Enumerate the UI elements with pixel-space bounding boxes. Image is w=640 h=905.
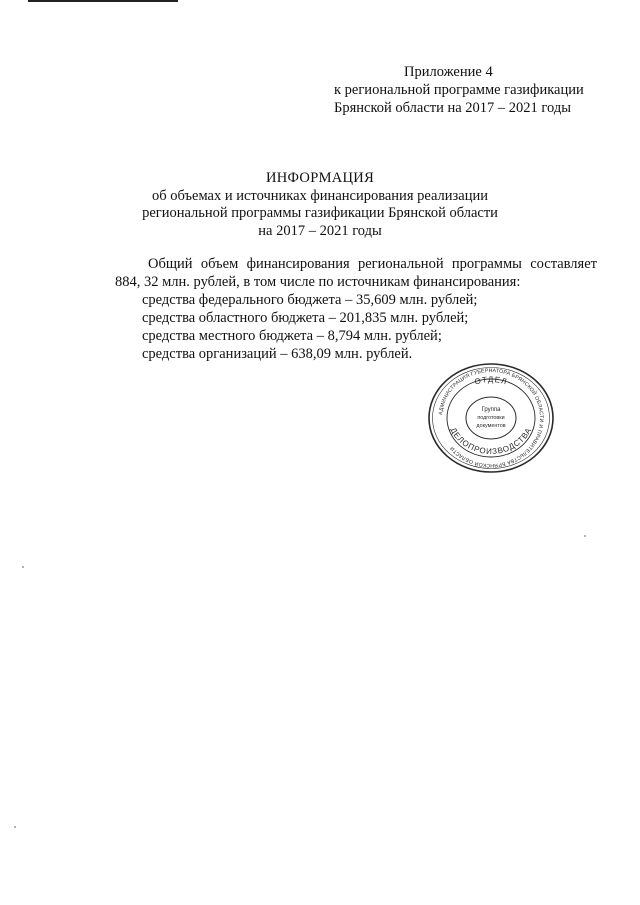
- document-heading: [110, 170, 530, 240]
- scan-edge-mark: [28, 0, 178, 2]
- scan-speck: [584, 535, 586, 537]
- scan-speck: [14, 826, 16, 828]
- appendix-line-2: Брянской области на 2017 – 2021 годы: [334, 100, 571, 116]
- stamp-bottom-text: ДЕЛОПРОИЗВОДСТВА: [448, 425, 534, 457]
- heading-line-1: об объемах и источниках финансирования реализации: [152, 187, 488, 204]
- funding-item-regional: средства областного бюджета – 201,835 млн. рублей;: [142, 310, 469, 326]
- appendix-line-1: к региональной программе газификации: [334, 82, 584, 98]
- document-body: [115, 255, 597, 363]
- appendix-header: [334, 63, 594, 117]
- scan-speck: [22, 566, 24, 568]
- stamp-center-line-3: документов: [476, 423, 506, 429]
- stamp-center-line-1: Группа: [481, 407, 501, 413]
- heading-line-3: на 2017 – 2021 годы: [258, 222, 382, 239]
- document-title: ИНФОРМАЦИЯ: [265, 170, 375, 186]
- funding-paragraph: Общий объем финансирования региональной программы составляет 884, 32 млн. рублей, в том числе по источникам финансирования:: [115, 256, 597, 290]
- heading-line-2: региональной программы газификации Брянской области: [142, 205, 498, 221]
- appendix-number: Приложение 4: [404, 64, 493, 80]
- stamp-outer-text: АДМИНИСТРАЦИЯ ГУБЕРНАТОРА БРЯНСКОЙ ОБЛАСТИ И ПРАВИТЕЛЬСТВА БРЯНСКОЙ ОБЛАСТИ: [438, 367, 545, 469]
- stamp-top-text: ОТДЕЛ: [473, 374, 509, 387]
- official-stamp: [427, 362, 555, 474]
- funding-item-federal: средства федерального бюджета – 35,609 млн. рублей;: [142, 292, 478, 308]
- funding-item-local: средства местного бюджета – 8,794 млн. рублей;: [142, 328, 442, 344]
- funding-item-organizations: средства организаций – 638,09 млн. рублей.: [142, 346, 413, 362]
- stamp-center-line-2: подготовки: [477, 415, 505, 421]
